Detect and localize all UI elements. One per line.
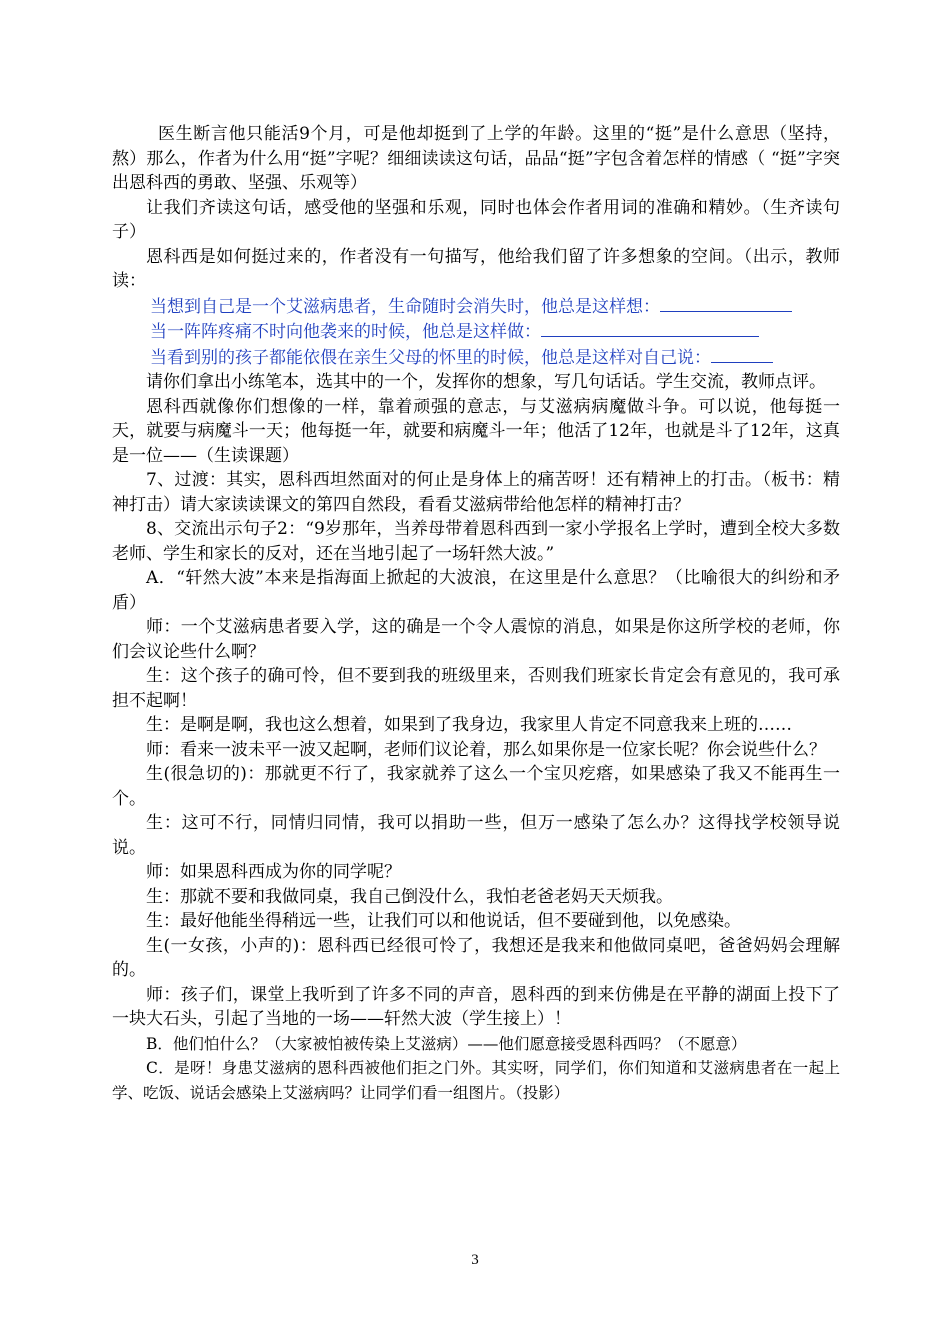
prompt-line	[112, 294, 840, 320]
prompt-line	[112, 319, 840, 345]
paragraph: C．是呀！身患艾滋病的恩科西被他们拒之门外。其实呀，同学们，你们知道和艾滋病患者在一起上学、吃饭、说话会感染上艾滋病吗？让同学们看一组图片。（投影）	[112, 1059, 840, 1102]
paragraph: 7、过渡：其实，恩科西坦然面对的何止是身体上的痛苦呀！还有精神上的打击。（板书：精神打击）请大家读读课文的第四自然段，看看艾滋病带给他怎样的精神打击？	[112, 470, 840, 515]
prompt-text: 当想到自己是一个艾滋病患者，生命随时会消失时，他总是这样想：	[150, 296, 660, 317]
dialogue-line: 生：是啊是啊，我也这么想着，如果到了我身边，我家里人肯定不同意我来上班的……	[146, 715, 792, 735]
fill-blank	[711, 345, 773, 363]
dialogue-line: 生：最好他能坐得稍远一些，让我们可以和他说话，但不要碰到他，以免感染。	[146, 911, 741, 931]
prompt-text: 当一阵阵疼痛不时向他袭来的时候，他总是这样做：	[150, 322, 541, 342]
dialogue-line: 师：如果恩科西成为你的同学呢？	[146, 862, 401, 882]
fill-blank	[541, 319, 759, 337]
dialogue-line: 师：看来一波未平一波又起啊，老师们议论着，那么如果你是一位家长呢？你会说些什么？	[146, 739, 826, 760]
paragraph: 让我们齐读这句话，感受他的坚强和乐观，同时也体会作者用词的准确和精妙。（生齐读句子）	[112, 197, 840, 242]
paragraph: 恩科西是如何挺过来的，作者没有一句描写，他给我们留了许多想象的空间。（出示，教师读：	[112, 246, 840, 291]
paragraph: 请你们拿出小练笔本，选其中的一个，发挥你的想象，写几句话话。学生交流，教师点评。	[146, 372, 826, 392]
dialogue-line: 生：这可不行，同情归同情，我可以捐助一些，但万一感染了怎么办？这得找学校领导说说。	[112, 813, 840, 858]
dialogue-line: 生(一女孩，小声的)：恩科西已经很可怜了，我想还是我来和他做同桌吧，爸爸妈妈会理解的。	[112, 935, 840, 980]
dialogue-line: 生：这个孩子的确可怜，但不要到我的班级里来，否则我们班家长肯定会有意见的，我可承担不起啊！	[112, 666, 840, 711]
paragraph: 医生断言他只能活9个月，可是他却挺到了上学的年龄。这里的“挺”是什么意思（坚持，熬）那么，作者为什么用“挺”字呢？细细读读这句话，品品“挺”字包含着怎样的情感（ “挺”字突出恩科西的勇敢、坚强、乐观等）	[112, 124, 840, 193]
dialogue-line: 生：那就不要和我做同桌，我自己倒没什么，我怕老爸老妈天天烦我。	[146, 886, 673, 907]
page-number: 3	[471, 1252, 479, 1268]
prompt-line	[112, 345, 840, 371]
dialogue-line: 师：一个艾滋病患者要入学，这的确是一个令人震惊的消息，如果是你这所学校的老师，你们会议论些什么啊？	[112, 617, 840, 662]
fill-blank	[660, 294, 792, 312]
dialogue-line: 生(很急切的)：那就更不行了，我家就养了这么一个宝贝疙瘩，如果感染了我又不能再生一个。	[112, 764, 840, 809]
paragraph: 8、交流出示句子2：“9岁那年，当养母带着恩科西到一家小学报名上学时，遭到全校大多数老师、学生和家长的反对，还在当地引起了一场轩然大波。”	[112, 519, 840, 564]
paragraph: B．他们怕什么？（大家被怕被传染上艾滋病）——他们愿意接受恩科西吗？（不愿意）	[146, 1034, 747, 1053]
prompt-text: 当看到别的孩子都能依偎在亲生父母的怀里的时候，他总是这样对自己说：	[150, 347, 711, 368]
paragraph: A．“轩然大波”本来是指海面上掀起的大波浪，在这里是什么意思？（比喻很大的纠纷和矛盾）	[112, 568, 840, 613]
paragraph: 恩科西就像你们想像的一样，靠着顽强的意志，与艾滋病病魔做斗争。可以说，他每挺一天，就要与病魔斗一天；他每挺一年，就要和病魔斗一年；他活了12年，也就是斗了12年，这真是一位——（生读课题）	[112, 396, 840, 466]
document-body	[112, 122, 840, 1105]
dialogue-line: 师：孩子们，课堂上我听到了许多不同的声音，恩科西的到来仿佛是在平静的湖面上投下了一块大石头，引起了当地的一场——轩然大波（学生接上）！	[112, 984, 840, 1029]
